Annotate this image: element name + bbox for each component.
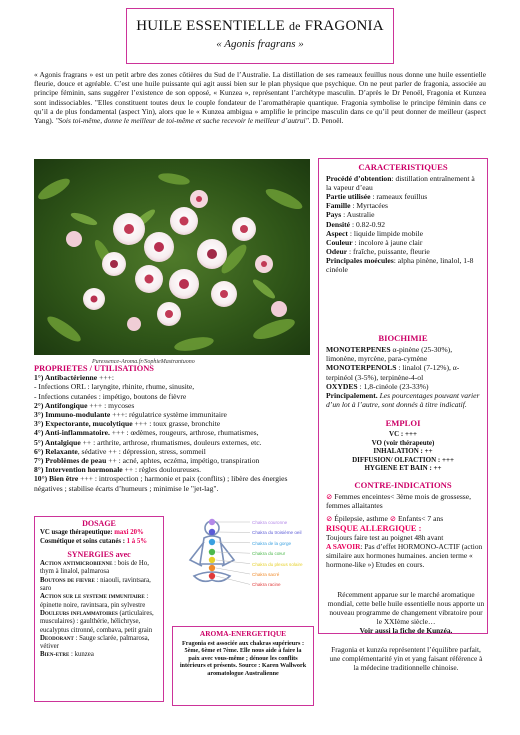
char-row: Densité : 0.82-0.92 [326, 219, 386, 229]
title-de: de [288, 19, 301, 33]
allergy-risk-section [326, 524, 486, 569]
biochem-row: MONOTERPENES α-pinène (25-30%), limonène, myrcène, para-cymène [326, 345, 453, 364]
aroma-energetics-box [172, 626, 314, 706]
synergy-item: Action antimicrobienne : bois de Ho, thym à linalol, palmarosa [40, 560, 149, 576]
synergy-item: Deodorant : Sauge sclarée, palmarosa, vétiver [40, 634, 150, 651]
page-subtitle: « Agonis fragrans » [216, 38, 304, 50]
usage-line: HYGIENE ET BAIN : ++ [364, 464, 442, 473]
property-item: 2°) Antifongique +++ : mycoses [34, 400, 135, 410]
fragonia-notes [326, 580, 486, 672]
usage-line: DIFFUSION/ OLFACTION : +++ [352, 455, 454, 464]
chakra-label: Chakra de la gorge [252, 540, 292, 546]
chakra-dot [209, 539, 215, 545]
aroma-title: AROMA-ENERGETIQUE [199, 629, 287, 638]
flower-image [34, 159, 310, 355]
aroma-text: Fragonia est associée aux chakras supérieurs : 5ème, 6ème et 7ème. Elle nous aide à faire la paix avec vous-même ; dénoue les conflits intérieurs et présents. Source : Karen Wallwork aromatologue Australienne [179, 639, 307, 677]
allergy-title-text: RISQUE ALLERGIQUE [326, 524, 417, 533]
chakra-labels [252, 518, 314, 591]
property-item: 6°) Relaxante, sédative ++ : dépression, stress, sommeil [34, 446, 206, 456]
biochemistry-title: BIOCHIMIE [378, 333, 428, 344]
char-row: Couleur : incolore à jaune clair [326, 237, 423, 247]
fragonia-flower-photo [34, 159, 310, 355]
biochem-note: Principalement. Les pourcentages pouvant varier d’un lot à l’autre, sont donnés à titre indicatif. [326, 390, 480, 409]
contra-row: ⊘ Épilepsie, asthme ⊘ Enfants< 7 ans [326, 514, 444, 524]
photo-credit: Puressence-Aroma.fr/SophieMastrantuono [92, 359, 195, 365]
synergy-item: Bien-etre : kunzea [40, 651, 94, 659]
property-item: - Infections cutanées : impétigo, boutons de fièvre [34, 391, 187, 401]
usage-line: INHALATION : ++ [373, 447, 433, 456]
new-oil-text: Récemment apparue sur le marché aromatique mondial, cette belle huile essentielle nous apporte un nouveau programme de changement vibratoire pour le XXIème siècle… [327, 590, 485, 626]
property-item: 1°) Antibactérienne +++: [34, 373, 115, 383]
contraindications-title: CONTRE-INDICATIONS [354, 479, 452, 490]
intro-paragraph [34, 70, 486, 125]
char-row: Odeur : fraîche, puissante, fleurie [326, 246, 430, 256]
property-item: 8°) Intervention hormonale ++ : règles douloureuses. [34, 465, 202, 475]
allergy-title: RISQUE ALLERGIQUE : [326, 524, 422, 533]
biochem-row: OXYDES : 1,8-cinéole (23-33%) [326, 381, 429, 391]
contra-row: ⊘ Femmes enceintes< 3ème mois de grossesse, femmes allaitantes [326, 492, 472, 511]
title-name: FRAGONIA [304, 18, 384, 34]
intro-text: « Agonis fragrans » est un petit arbre des zones côtières du Sud de l’Australie. La distillation de ses rameaux feuillus nous donne une huile essentielle fleurie, douce et agréable. C’est une huile puissante qui agit aussi bien sur le plan physique que psychique. On ne peut parler de fragonia, associée au principe féminin, sans suggérer l’existence de son opposé, « Kunzea », représentant l’archétype masculin. D’après le Dr Penoël, Fragonia et Kunzea sont indissociables. "Elles constituent toutes deux le couple fondateur de l’aromathérapie quantique. Fragonia symbolise le principe féminin dans ce qu’il a de plus fondamental (aspect Yin), alors que le « Kunzea ambigua » amplifie le principe masculin dans ce qu’il peut donner de meilleur (aspect Yang). [34, 70, 486, 126]
title-text: HUILE ESSENTIELLE [136, 18, 286, 34]
char-row: Principales moécules: alpha pinène, linalol, 1-8 cinéole [326, 255, 474, 275]
page-title [127, 18, 393, 35]
chakra-dot [209, 573, 215, 579]
char-row: Partie utilisée : rameaux feuillus [326, 192, 428, 202]
contraindications-list [326, 492, 480, 523]
synergy-item: Boutons de fievre : niaouli, ravintsara, saro [40, 576, 151, 593]
char-row: Procédé d’obtention: distillation entraînement à la vapeur d’eau [326, 174, 475, 193]
forbidden-icon: ⊘ [326, 492, 333, 502]
yin-yang-paragraph: Fragonia et kunzéa représentent l’équilibre parfait, une complémentarité yin et yang faisant référence à la médecine traditionnelle chinoise. [329, 645, 483, 672]
synergies-title: SYNERGIES avec [67, 549, 131, 559]
chakra-label: Chakra du troisième oeil [252, 530, 302, 536]
usage-title: EMPLOI [385, 417, 421, 428]
char-row: Aspect : liquide limpide mobile [326, 228, 424, 238]
property-item: 3°) Expectorante, mucolytique +++ : toux grasse, bronchite [34, 419, 221, 429]
synergy-item: Action sur le systeme immunitaire : épinette noire, ravintsara, pin sylvestre [40, 593, 149, 609]
intro-author: . D. Penoël. [308, 116, 344, 126]
chakra-label: Chakra sacré [252, 572, 280, 578]
property-item: 5°) Antalgique ++ : arthrite, arthrose, rhumatismes, douleurs externes, etc. [34, 437, 262, 447]
dosage-line: Cosmétique et soins cutanés : 1 à 5% [40, 537, 148, 545]
chakra-dot [209, 529, 215, 535]
property-item: - Infections ORL : laryngite, rhinite, rhume, sinusite, [34, 382, 195, 392]
intro-quote: "Sois toi-même, donne le meilleur de toi-même et sache recevoir le meilleur d’autrui" [55, 116, 309, 126]
properties-title: PROPRIETES / UTILISATIONS [34, 364, 154, 373]
chakra-label: Chakra du plexus solaire [252, 561, 303, 567]
chakra-connector [216, 552, 250, 553]
title-box [126, 8, 394, 64]
new-oil-paragraph [326, 590, 486, 635]
property-item: 10°) Bien être +++ : introspection ; harmonie et paix (conflits) ; libère des énergies négatives ; stabilise écarts d’humeurs ; minimise le "jet-lag". [34, 474, 288, 493]
property-item: 7°) Problèmes de peau ++ : acné, aphtes, eczéma, impétigo, transpiration [34, 456, 260, 466]
see-kunzea-link[interactable]: Voir aussi la fiche de Kunzéa. [359, 626, 453, 635]
chakra-label: Chakra couronne [252, 520, 288, 525]
synergy-item: Douleurs inflammatoires (articulaires, musculaires) : gaulthérie, hélichryse, eucalyptus citronné, combava, petit grain [40, 609, 154, 634]
biochemistry-list [326, 345, 480, 409]
forbidden-icon: ⊘ [389, 514, 397, 524]
forbidden-icon: ⊘ [326, 514, 333, 524]
dosage-line: VC usage thérapeutique: maxi 20% [40, 529, 144, 537]
property-item: 4°) Anti-inflammatoire. +++ : œdèmes, rougeurs, arthrose, rhumatismes, [34, 428, 259, 438]
property-item: 3°) Immuno-modulante +++: régulatrice système immunitaire [34, 410, 227, 420]
biochem-row: MONOTERPENOLS : linalol (7-12%), α-terpinéol (3-5%), terpinène-4-ol [326, 363, 460, 382]
allergy-know: A SAVOIR: Pas d’effet HORMONO-ACTIF (action similaire aux hormones humaines. ancien terme « hormone-like ») Etudes en cours. [326, 542, 483, 569]
char-row: Famille : Myrtacées [326, 201, 388, 211]
usage-line: VO (voir thérapeute) [371, 438, 435, 447]
chakra-label: Chakra du cœur [252, 551, 286, 557]
chakra-dot [209, 519, 215, 525]
chakra-connector [216, 576, 250, 584]
properties-section [34, 364, 310, 493]
chakra-dot [209, 557, 215, 563]
characteristics-list [326, 174, 480, 274]
allergy-test: Toujours faire test au poignet 48h avant [326, 533, 444, 542]
char-row: Pays : Australie [326, 210, 375, 220]
chakra-dot [209, 549, 215, 555]
chakra-dot [209, 565, 215, 571]
dosage-box [34, 516, 164, 702]
characteristics-title: CARACTERISTIQUES [358, 162, 448, 172]
chakra-diagram [172, 514, 314, 610]
usage-line: VC : +++ [389, 429, 417, 438]
dosage-title: DOSAGE [82, 519, 116, 528]
usage-list [326, 430, 480, 473]
chakra-label: Chakra racine [252, 582, 281, 588]
